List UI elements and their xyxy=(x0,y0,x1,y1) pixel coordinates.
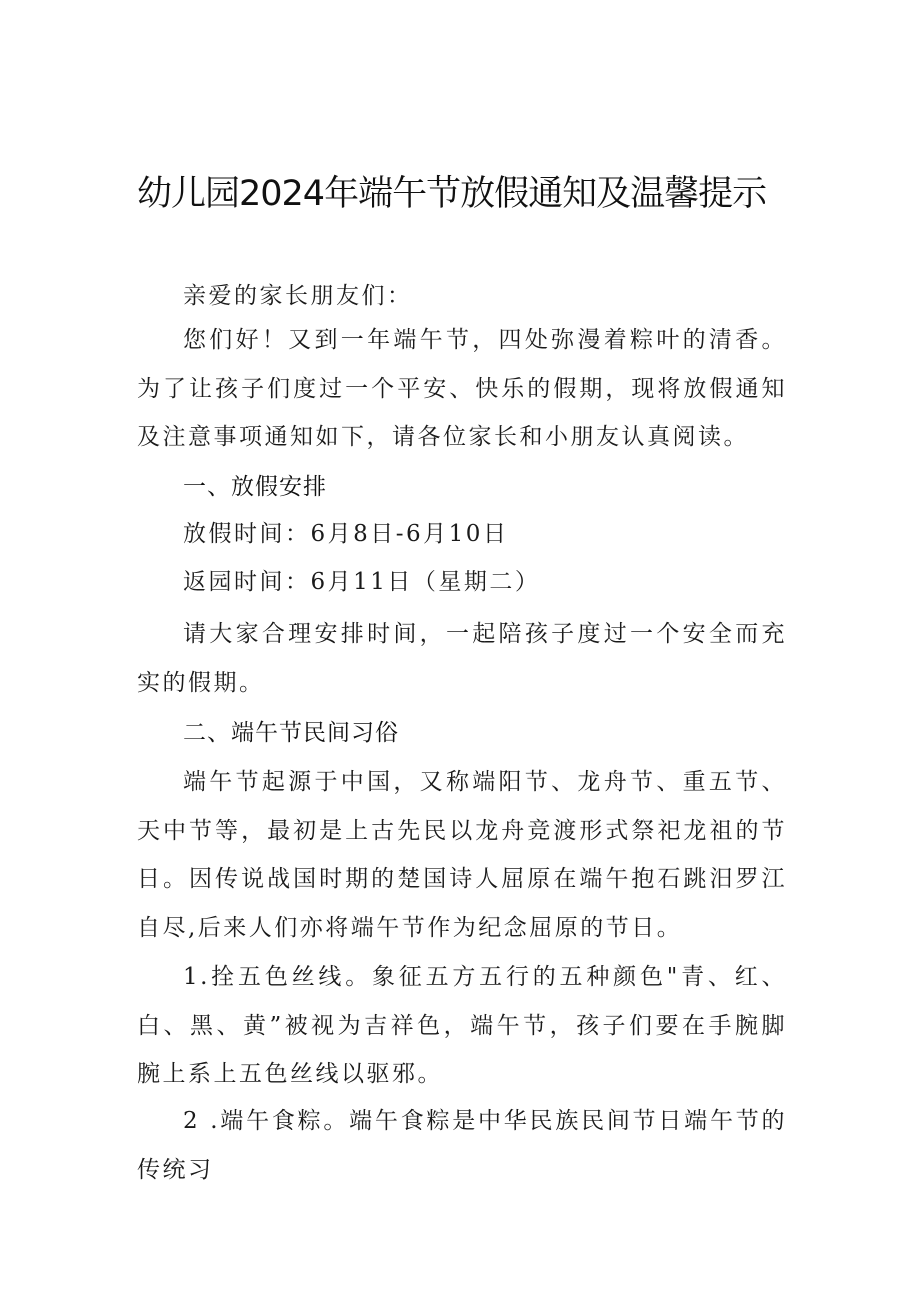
section-heading-holiday-arrangement: 一、放假安排 xyxy=(183,474,327,500)
greeting-paragraph: 亲爱的家长朋友们： xyxy=(183,283,413,309)
document-title: 幼儿园2024年端午节放假通知及温馨提示 xyxy=(137,174,767,214)
custom-zongzi-paragraph: 2 .端午食粽。端午食粽是中华民族民间节日端午节的传统习 xyxy=(137,1108,787,1183)
intro-paragraph: 您们好！又到一年端午节，四处弥漫着粽叶的清香。为了让孩子们度过一个平安、快乐的假期，现将放假通知及注意事项通知如下，请各位家长和小朋友认真阅读。 xyxy=(137,327,787,451)
return-time-line: 返园时间：6月11日（星期二） xyxy=(183,569,541,595)
custom-five-color-thread-paragraph: 1.拴五色丝线。象征五方五行的五种颜色"青、红、白、黑、黄”被视为吉祥色，端午节，孩子们要在手腕脚腕上系上五色丝线以驱邪。 xyxy=(137,964,787,1088)
section-heading-folk-customs: 二、端午节民间习俗 xyxy=(183,720,399,746)
arrangement-note-paragraph: 请大家合理安排时间，一起陪孩子度过一个安全而充实的假期。 xyxy=(137,621,787,696)
origin-paragraph: 端午节起源于中国，又称端阳节、龙舟节、重五节、天中节等，最初是上古先民以龙舟竞渡形式祭祀龙祖的节日。因传说战国时期的楚国诗人屈原在端午抱石跳汨罗江自尽,后来人们亦将端午节作为纪念屈原的节日。 xyxy=(137,769,787,942)
holiday-time-line: 放假时间：6月8日-6月10日 xyxy=(183,521,509,547)
